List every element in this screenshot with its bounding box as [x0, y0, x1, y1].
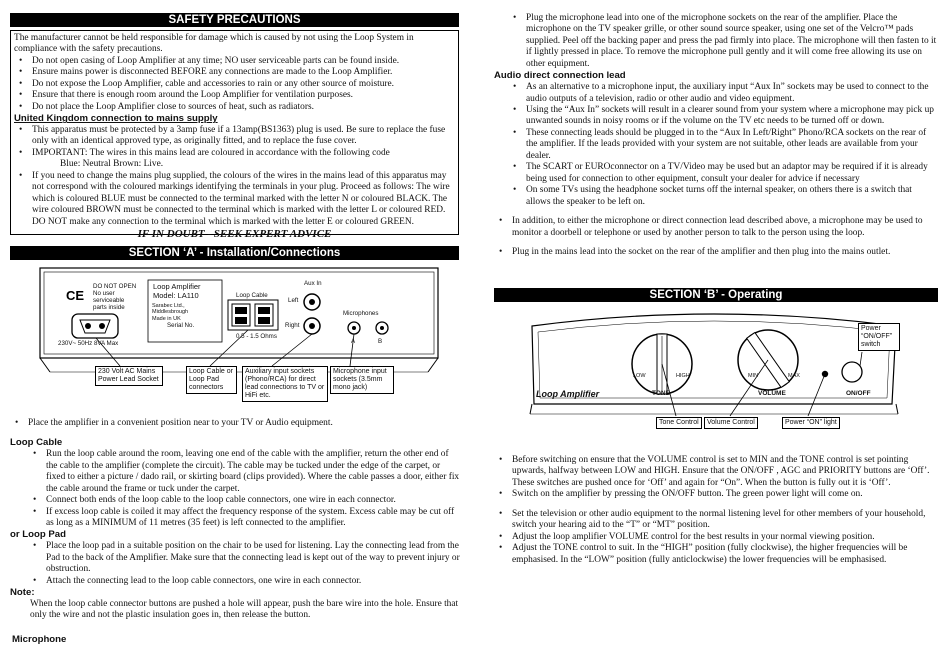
safety-item: • Do not expose the Loop Amplifier, cable and accessories to rain or any other source of moisture. [14, 79, 455, 90]
loop-cable-item: • Connect both ends of the loop cable to the loop cable connectors, one wire in each connector. [28, 495, 460, 506]
safety-intro: The manufacturer cannot be held responsible for damage which is caused by not using the Loop System in compliance with the safety precautions. [14, 33, 414, 55]
loop-cable-label: Loop Cable [236, 292, 268, 299]
power-rating: 230V~ 50Hz 8VA Max [58, 340, 119, 347]
wire-code: Blue: Neutral Brown: Live. [60, 159, 164, 170]
callout-tone-control: Tone Control [656, 417, 702, 429]
safety-title: SAFETY PRECAUTIONS [10, 13, 459, 27]
callout-mic-sockets: Microphone input sockets (3.5mm mono jack) [330, 366, 394, 394]
tone-low-label: LOW [633, 373, 646, 379]
volume-label: VOLUME [758, 390, 786, 397]
uk-list [14, 125, 455, 228]
operate-item: • Adjust the TONE control to suit. In the “HIGH” position (fully clockwise), the higher frequencies will be emphasised. In the “LOW” position (fully anticlockwise) the lower frequencies will be emphasised. [494, 543, 938, 566]
section-b-title: SECTION ‘B’ - Operating [494, 288, 938, 302]
expert-advice: IF IN DOUBT - SEEK EXPERT ADVICE [137, 228, 332, 241]
audio-heading: Audio direct connection lead [494, 70, 626, 82]
operate-item: • Before switching on ensure that the VOLUME control is set to MIN and the TONE control is set pointing upwards, halfway between LOW and HIGH. Ensure that the ON/OFF , AGC and PRIORITY buttons are ‘Off’. These switches are pushed once for ‘Off’ and again for “On”. When the button is fully out it is ‘Off’. [494, 455, 938, 489]
model-number: Model: LA110 [153, 291, 199, 300]
microphones-label: Microphones [343, 310, 379, 317]
maker-label: Sarabec Ltd., Middlesbrough Made in UK [152, 303, 189, 322]
safety-item: • Ensure mains power is disconnected BEFORE any connections are made to the Loop Amplifier. [14, 67, 455, 78]
aux-right-label: Right [285, 322, 300, 329]
ohms-label: 0.5 - 1.5 Ohms [236, 333, 277, 340]
mic-b-label: B [378, 338, 383, 345]
audio-item: • The SCART or EUROconnector on a TV/Video may be used but an adaptor may be required if it is already being used for connection to other equipment, consult your dealer for advice if necessary [508, 162, 938, 185]
safety-item: • Do not place the Loop Amplifier close to sources of heat, such as radiators. [14, 102, 455, 113]
svg-text:CE: CE [66, 288, 85, 303]
safety-box [10, 30, 459, 241]
do-not-open-label: DO NOT OPEN No user serviceable parts inside [93, 283, 137, 312]
operate-item: • Set the television or other audio equipment to the normal listening level for other members of your household, switch your hearing aid to the “T” or “MT” position. [494, 509, 938, 532]
tone-high-label: HIGH [676, 373, 690, 379]
audio-item: • Using the “Aux In” sockets will result in a clearer sound from your system where a microphone may pick up unwanted sounds in noisy rooms or if the volume on the TV etc needs to be turned off or down. [508, 105, 938, 128]
mic-item: • Plug the microphone lead into one of the microphone sockets on the rear of the amplifier. Place the microphone on the TV speaker grille, or other sound source speaker, using one set of the Velcro™ pads supplied. Peel off the backing paper and press the pad firmly into place. The microphone will then fasten to it if lightly pressed in place. To remove the microphone pull gently and it will come free allowing its use on other equipment. [508, 13, 938, 70]
note-heading: Note: [10, 587, 35, 599]
audio-item: • As an alternative to a microphone input, the auxiliary input “Aux In” sockets may be used to connect to the audio outputs of a television, radio or other audio and video equipment. [508, 82, 938, 105]
safety-item: • Ensure that there is enough room around the Loop Amplifier for ventilation purposes. [14, 90, 455, 101]
audio-item: • On some TVs using the headphone socket turns off the internal speaker, on others there is a switch that allows the speaker to be left on. [508, 185, 938, 208]
aux-in-label: Aux In [304, 280, 322, 287]
callout-power-socket: 230 Volt AC Mains Power Lead Socket [95, 366, 163, 386]
loop-amplifier-label: Loop Amplifier [536, 389, 600, 399]
onoff-label: ON/OFF [846, 390, 871, 397]
mic-a-label: A [351, 338, 356, 345]
tone-label: TONE [652, 390, 670, 397]
right-top-body [494, 13, 938, 259]
note-text: When the loop cable connector buttons are pushed a hole will appear, push the bare wire into the hole. Ensure that only the wire and not the plastic insulation goes in, then release the button. [30, 598, 459, 621]
callout-volume-control: Volume Control [704, 417, 758, 429]
section-a-title: SECTION ‘A’ - Installation/Connections [10, 246, 459, 260]
callout-power-switch: Power “ON/OFF” switch [858, 323, 900, 351]
loop-pad-item: • Attach the connecting lead to the loop cable connectors, one wire in each connector. [28, 576, 460, 587]
uk-item: • IMPORTANT: The wires in this mains lead are coloured in accordance with the following code [14, 148, 455, 159]
loop-pad-item: • Place the loop pad in a suitable position on the chair to be used for listening. Lay the connecting lead from the Pad to the back of the Amplifier. Make sure that the connecting lead is kept out of the way to prevent injury or obstruction. [28, 541, 460, 575]
uk-item: • If you need to change the mains plug supplied, the colours of the wires in the mains lead of this apparatus may not correspond with the coloured markings identifying the terminals in your plug. Proceed as follows: The wire which is coloured BLUE must be connected to the terminal marked with the letter N or coloured BLACK. The wire coloured BROWN must be connected to the terminal which is marked with the letter L or coloured RED. DO NOT make any connection to the terminal which is marked with the letter E or coloured GREEN. [14, 171, 455, 228]
extra-item: • In addition, to either the microphone or direct connection lead described above, a microphone may be used to monitor a doorbell or telephone or used by another person to talk to the person using the loop. [494, 216, 938, 239]
serial-label: Serial No. [167, 322, 195, 329]
safety-item: • Do not open casing of Loop Amplifier at any time; NO user serviceable parts can be found inside. [14, 56, 455, 67]
microphone-heading: Microphone [12, 634, 67, 645]
volume-min-label: MIN [748, 373, 759, 379]
audio-item: • These connecting leads should be plugged in to the “Aux In Left/Right” Phono/RCA sockets on the rear of the amplifier. If the leads provided with your system are not suitable, other leads are available from your dealer. [508, 128, 938, 162]
volume-max-label: MAX [788, 373, 800, 379]
loop-cable-item: • If excess loop cable is coiled it may affect the frequency response of the system. Excess cable may be cut off as long as a MINIMUM of 11 metres (35 feet) is left connected to the amplifier. [28, 507, 460, 530]
callout-aux-sockets: Auxiliary input sockets (Phono/RCA) for direct lead connections to TV or HiFi etc. [242, 366, 328, 402]
extra-item: • Plug in the mains lead into the socket on the rear of the amplifier and then plug into the mains outlet. [494, 247, 938, 258]
uk-item: • This apparatus must be protected by a 3amp fuse if a 13amp(BS1363) plug is used. Be sure to replace the fuse only with an identical approved type, as originally fitted, and to replace the fuse cover. [14, 125, 455, 148]
callout-power-light: Power “ON” light [782, 417, 840, 429]
loop-cable-item: • Run the loop cable around the room, leaving one end of the cable with the amplifier, return the other end of the cable to the amplifier (complete the circuit). The cable may be tucked under the edge of the carpet, or fixed to either a picture / dado rail, or skirting board (clips provided). Where the cable passes a door, either fix the cable around the frame or tuck under the carpet. [28, 449, 460, 495]
operate-item: • Switch on the amplifier by pressing the ON/OFF button. The green power light will come on. [494, 489, 938, 500]
uk-heading: United Kingdom connection to mains supply [14, 113, 218, 125]
operate-item: • Adjust the loop amplifier VOLUME control for the best results in your normal viewing position. [494, 532, 938, 543]
model-title: Loop Amplifier [153, 282, 201, 291]
loop-cable-heading: Loop Cable [10, 437, 63, 449]
loop-pad-heading: or Loop Pad [10, 529, 66, 541]
aux-left-label: Left [288, 297, 299, 304]
place-item: • Place the amplifier in a convenient position near to your TV or Audio equipment. [10, 418, 460, 429]
safety-list [14, 56, 455, 113]
section-a-body [10, 418, 460, 622]
section-b-body [494, 455, 938, 566]
callout-loop-connectors: Loop Cable or Loop Pad connectors [186, 366, 237, 394]
